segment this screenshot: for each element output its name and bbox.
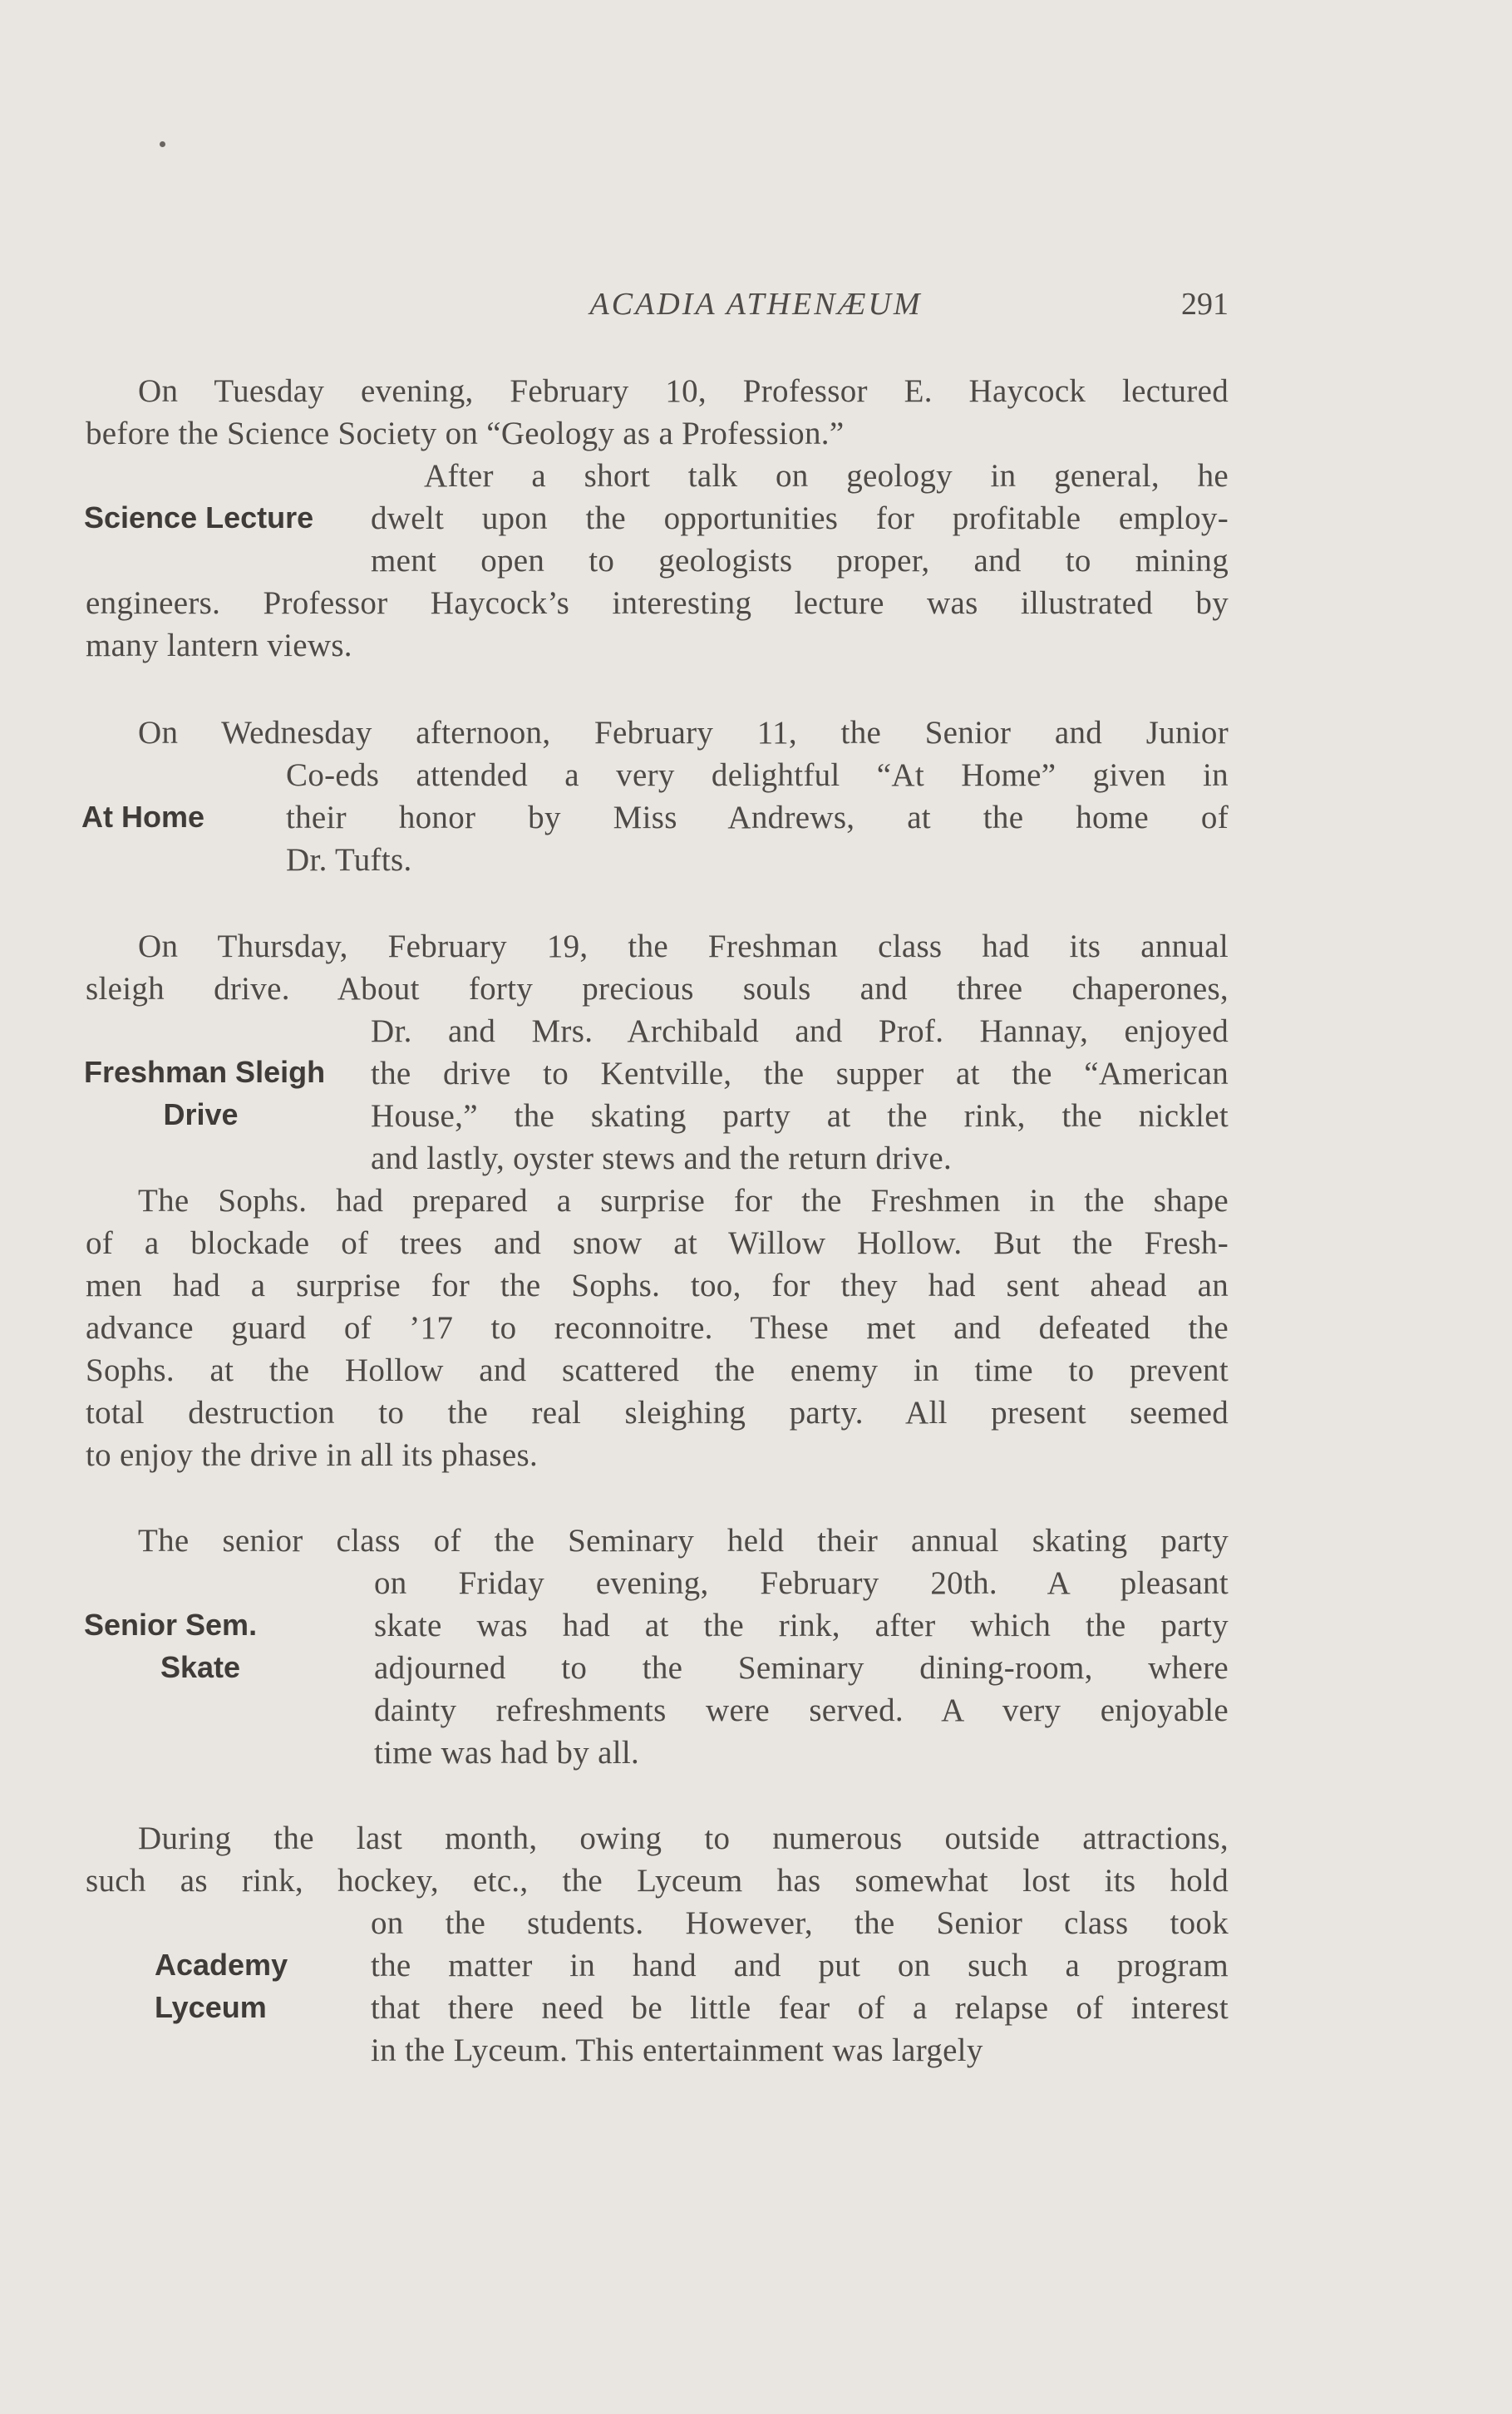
text-line: of a blockade of trees and snow at Willow Hollow. But the Fresh- — [86, 1225, 1229, 1261]
side-label: Science Lecture — [84, 500, 314, 535]
text-line: On Thursday, February 19, the Freshman class had its annual — [138, 929, 1229, 964]
text-line: On Tuesday evening, February 10, Professor E. Haycock lectured — [138, 373, 1229, 409]
text-line: During the last month, owing to numerous outside attractions, — [138, 1820, 1229, 1856]
text-line: advance guard of ’17 to reconnoitre. These met and defeated the — [86, 1310, 1229, 1346]
text-line: and lastly, oyster stews and the return drive. — [371, 1140, 953, 1176]
text-line: their honor by Miss Andrews, at the home of — [286, 800, 1229, 835]
page-speck — [160, 141, 165, 147]
text-line: such as rink, hockey, etc., the Lyceum has somewhat lost its hold — [86, 1863, 1229, 1899]
text-line: adjourned to the Seminary dining-room, where — [374, 1650, 1229, 1686]
text-line: The Sophs. had prepared a surprise for the Freshmen in the shape — [138, 1183, 1229, 1219]
text-line: sleigh drive. About forty precious souls and three chaperones, — [86, 971, 1229, 1007]
side-label: Skate — [160, 1650, 241, 1684]
running-head-title: ACADIA ATHENÆUM — [589, 287, 923, 322]
text-line: House,” the skating party at the rink, the nicklet — [371, 1098, 1229, 1134]
text-line: Dr. and Mrs. Archibald and Prof. Hannay, enjoyed — [371, 1013, 1229, 1049]
text-line: before the Science Society on “Geology as a Profession.” — [86, 416, 845, 451]
side-label: Lyceum — [155, 1990, 267, 2024]
text-line: Sophs. at the Hollow and scattered the enemy in time to prevent — [86, 1352, 1229, 1388]
text-line: the matter in hand and put on such a program — [371, 1948, 1229, 1983]
text-line: men had a surprise for the Sophs. too, for they had sent ahead an — [86, 1268, 1229, 1303]
text-line: on Friday evening, February 20th. A pleasant — [374, 1565, 1229, 1601]
page-number: 291 — [1181, 287, 1229, 322]
text-line: Co-eds attended a very delightful “At Home” given in — [286, 757, 1229, 793]
side-label: Academy — [155, 1948, 288, 1982]
text-line: the drive to Kentville, the supper at the “American — [371, 1056, 1229, 1091]
text-line: to enjoy the drive in all its phases. — [86, 1437, 538, 1473]
text-line: in the Lyceum. This entertainment was largely — [371, 2032, 983, 2068]
side-label: Senior Sem. — [84, 1608, 258, 1642]
side-label: At Home — [81, 800, 205, 834]
text-line: skate was had at the rink, after which the party — [374, 1608, 1229, 1643]
text-line: ment open to geologists proper, and to mining — [371, 543, 1229, 579]
text-line: many lantern views. — [86, 628, 352, 663]
text-line: The senior class of the Seminary held their annual skating party — [138, 1523, 1229, 1559]
text-line: time was had by all. — [374, 1735, 640, 1771]
text-line: total destruction to the real sleighing party. All present seemed — [86, 1395, 1229, 1431]
text-line: engineers. Professor Haycock’s interesting lecture was illustrated by — [86, 585, 1229, 621]
side-label: Freshman Sleigh — [84, 1055, 326, 1089]
text-line: On Wednesday afternoon, February 11, the Senior and Junior — [138, 715, 1229, 751]
text-line: Dr. Tufts. — [286, 842, 412, 878]
text-line: that there need be little fear of a relapse of interest — [371, 1990, 1229, 2026]
side-label: Drive — [163, 1097, 239, 1131]
text-line: dainty refreshments were served. A very enjoyable — [374, 1692, 1229, 1728]
text-line: dwelt upon the opportunities for profitable employ- — [371, 500, 1229, 536]
text-line: After a short talk on geology in general, he — [424, 458, 1229, 494]
text-line: on the students. However, the Senior class took — [371, 1905, 1229, 1941]
